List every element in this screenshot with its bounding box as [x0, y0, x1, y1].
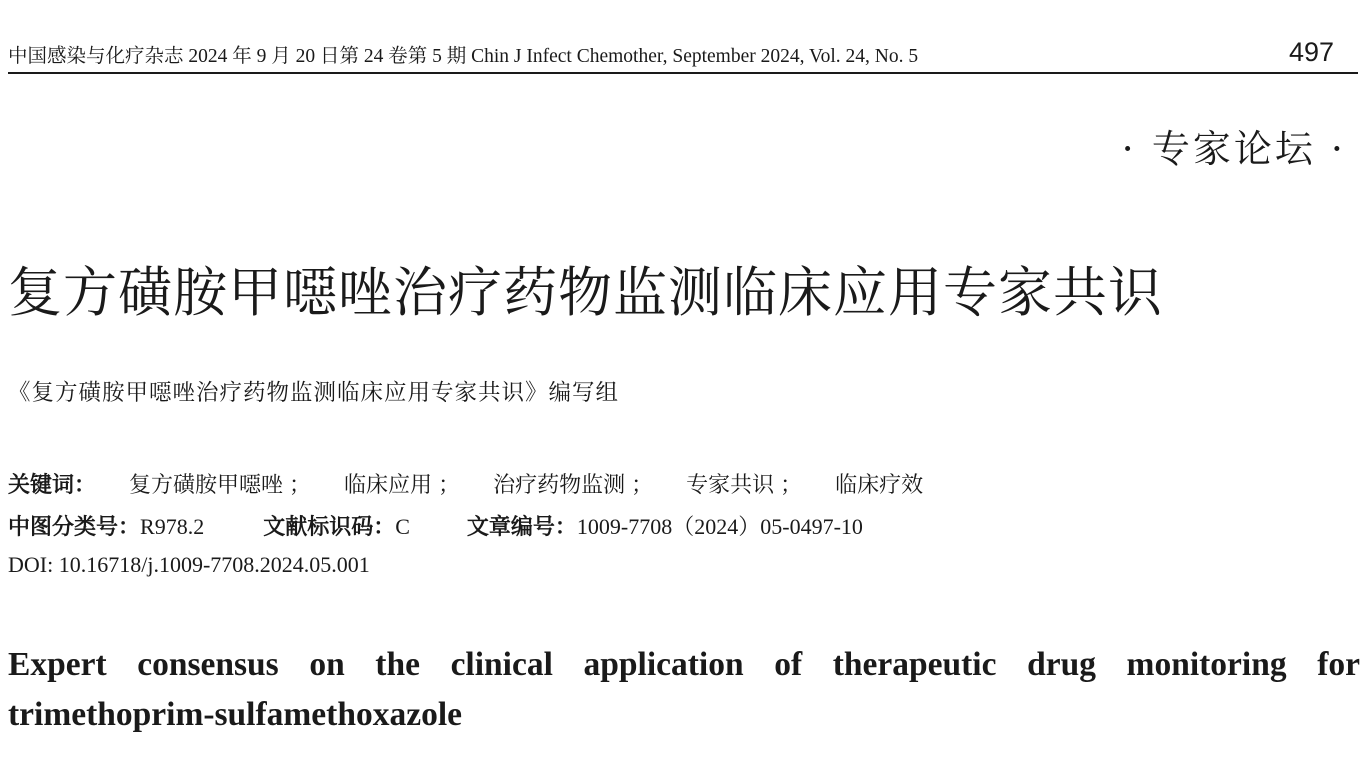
doi-line: DOI: 10.16718/j.1009-7708.2024.05.001 [8, 552, 370, 577]
keyword-item: 临床疗效 [835, 473, 924, 498]
article-number [467, 510, 863, 541]
keyword-separator: ； [438, 473, 461, 498]
article-title-chinese: 复方磺胺甲噁唑治疗药物监测临床应用专家共识 [8, 261, 1163, 324]
author-group: 《复方磺胺甲噁唑治疗药物监测临床应用专家共识》编写组 [8, 380, 620, 406]
keywords-label: 关键词： [8, 473, 97, 498]
document-code-label: 文献标识码： [263, 515, 396, 540]
keywords-line [8, 468, 923, 499]
article-number-label: 文章编号： [466, 515, 577, 540]
english-title-line-1: Expert consensus on the clinical application of therapeutic drug monitoring for [8, 646, 1360, 683]
english-title-line-2: trimethoprim-sulfamethoxazole [8, 696, 463, 733]
article-title-english [8, 640, 1360, 740]
document-code-value: C [395, 514, 410, 539]
page-number: 497 [1288, 37, 1334, 67]
keyword-separator: ； [631, 473, 654, 498]
clc-value: R978.2 [140, 514, 205, 539]
keyword-item: 临床应用 [344, 473, 433, 498]
clc-label: 中图分类号： [8, 515, 141, 540]
clc-number [8, 510, 204, 541]
keyword-item: 专家共识 [686, 473, 775, 498]
running-header [8, 38, 1358, 74]
keyword-separator: ； [289, 473, 312, 498]
keyword-item: 复方磺胺甲噁唑 [129, 473, 284, 498]
keyword-separator: ； [780, 473, 803, 498]
keyword-item: 治疗药物监测 [493, 473, 626, 498]
journal-citation-line: 中国感染与化疗杂志 2024 年 9 月 20 日第 24 卷第 5 期 Chin J Infect Chemother, September 2024, Vol. 24, No. 5 [8, 46, 919, 67]
document-code [263, 510, 410, 541]
section-label: · 专家论坛 · [1121, 127, 1346, 171]
article-number-value: 1009-7708（2024）05-0497-10 [576, 514, 863, 539]
classification-line [8, 510, 863, 541]
